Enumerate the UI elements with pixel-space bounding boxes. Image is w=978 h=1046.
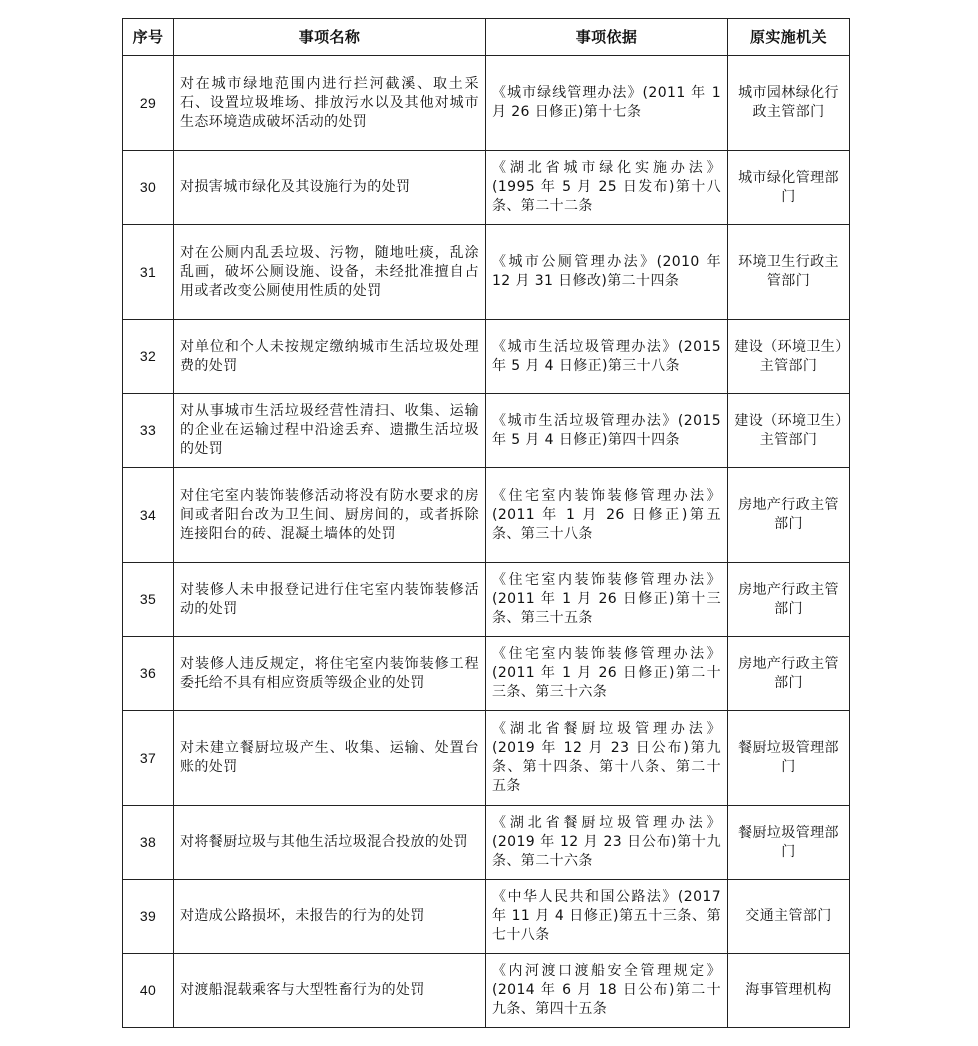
row-item-name: 对住宅室内装饰装修活动将没有防水要求的房间或者阳台改为卫生间、厨房间的，或者拆除连接阳台的砖、混凝土墙体的处罚 [174, 468, 486, 563]
row-agency: 建设（环境卫生）主管部门 [728, 320, 850, 394]
row-number: 29 [123, 56, 174, 151]
row-item-basis: 《城市生活垃圾管理办法》(2015 年 5 月 4 日修正)第三十八条 [486, 320, 728, 394]
row-item-basis: 《城市公厕管理办法》(2010 年 12 月 31 日修改)第二十四条 [486, 225, 728, 320]
row-agency: 建设（环境卫生）主管部门 [728, 394, 850, 468]
row-item-name: 对损害城市绿化及其设施行为的处罚 [174, 151, 486, 225]
table-row [123, 711, 850, 806]
row-number: 36 [123, 637, 174, 711]
table-row [123, 56, 850, 151]
row-agency: 房地产行政主管部门 [728, 637, 850, 711]
row-item-name: 对在公厕内乱丢垃圾、污物，随地吐痰，乱涂乱画，破坏公厕设施、设备，未经批准擅自占用或者改变公厕使用性质的处罚 [174, 225, 486, 320]
row-number: 33 [123, 394, 174, 468]
row-number: 34 [123, 468, 174, 563]
row-item-basis: 《湖北省餐厨垃圾管理办法》(2019 年 12 月 23 日公布)第九条、第十四条、第十八条、第二十五条 [486, 711, 728, 806]
row-number: 31 [123, 225, 174, 320]
row-item-name: 对从事城市生活垃圾经营性清扫、收集、运输的企业在运输过程中沿途丢弃、遗撒生活垃圾的处罚 [174, 394, 486, 468]
row-number: 32 [123, 320, 174, 394]
row-number: 30 [123, 151, 174, 225]
row-number: 35 [123, 563, 174, 637]
row-item-basis: 《湖北省餐厨垃圾管理办法》(2019 年 12 月 23 日公布)第十九条、第二十六条 [486, 806, 728, 880]
row-item-basis: 《住宅室内装饰装修管理办法》(2011 年 1 月 26 日修正)第五条、第三十八条 [486, 468, 728, 563]
table-header-row [123, 19, 850, 56]
row-item-name: 对单位和个人未按规定缴纳城市生活垃圾处理费的处罚 [174, 320, 486, 394]
row-item-name: 对装修人未申报登记进行住宅室内装饰装修活动的处罚 [174, 563, 486, 637]
row-number: 40 [123, 954, 174, 1028]
table-row [123, 320, 850, 394]
table-row [123, 880, 850, 954]
table-row [123, 468, 850, 563]
header-original-agency: 原实施机关 [728, 19, 850, 56]
document-page [122, 18, 849, 1028]
header-serial-number: 序号 [123, 19, 174, 56]
row-item-name: 对造成公路损坏，未报告的行为的处罚 [174, 880, 486, 954]
row-item-basis: 《城市绿线管理办法》(2011 年 1 月 26 日修正)第十七条 [486, 56, 728, 151]
row-item-basis: 《城市生活垃圾管理办法》(2015 年 5 月 4 日修正)第四十四条 [486, 394, 728, 468]
row-agency: 餐厨垃圾管理部门 [728, 711, 850, 806]
row-number: 37 [123, 711, 174, 806]
row-agency: 房地产行政主管部门 [728, 468, 850, 563]
enforcement-items-table [122, 18, 850, 1028]
table-row [123, 394, 850, 468]
table-row [123, 225, 850, 320]
row-item-name: 对装修人违反规定，将住宅室内装饰装修工程委托给不具有相应资质等级企业的处罚 [174, 637, 486, 711]
row-item-basis: 《住宅室内装饰装修管理办法》(2011 年 1 月 26 日修正)第十三条、第三十五条 [486, 563, 728, 637]
row-agency: 城市绿化管理部门 [728, 151, 850, 225]
header-item-basis: 事项依据 [486, 19, 728, 56]
row-item-name: 对未建立餐厨垃圾产生、收集、运输、处置台账的处罚 [174, 711, 486, 806]
row-item-basis: 《中华人民共和国公路法》(2017 年 11 月 4 日修正)第五十三条、第七十八条 [486, 880, 728, 954]
table-row [123, 637, 850, 711]
row-item-name: 对在城市绿地范围内进行拦河截溪、取土采石、设置垃圾堆场、排放污水以及其他对城市生态环境造成破坏活动的处罚 [174, 56, 486, 151]
table-row [123, 151, 850, 225]
row-item-name: 对渡船混载乘客与大型牲畜行为的处罚 [174, 954, 486, 1028]
row-agency: 城市园林绿化行政主管部门 [728, 56, 850, 151]
row-number: 38 [123, 806, 174, 880]
row-agency: 餐厨垃圾管理部门 [728, 806, 850, 880]
row-agency: 房地产行政主管部门 [728, 563, 850, 637]
header-item-name: 事项名称 [174, 19, 486, 56]
table-row [123, 954, 850, 1028]
row-item-basis: 《湖北省城市绿化实施办法》(1995 年 5 月 25 日发布)第十八条、第二十二条 [486, 151, 728, 225]
row-agency: 海事管理机构 [728, 954, 850, 1028]
row-item-basis: 《内河渡口渡船安全管理规定》(2014 年 6 月 18 日公布)第二十九条、第四十五条 [486, 954, 728, 1028]
row-agency: 环境卫生行政主管部门 [728, 225, 850, 320]
row-number: 39 [123, 880, 174, 954]
row-item-name: 对将餐厨垃圾与其他生活垃圾混合投放的处罚 [174, 806, 486, 880]
table-row [123, 806, 850, 880]
table-row [123, 563, 850, 637]
row-agency: 交通主管部门 [728, 880, 850, 954]
row-item-basis: 《住宅室内装饰装修管理办法》(2011 年 1 月 26 日修正)第二十三条、第三十六条 [486, 637, 728, 711]
